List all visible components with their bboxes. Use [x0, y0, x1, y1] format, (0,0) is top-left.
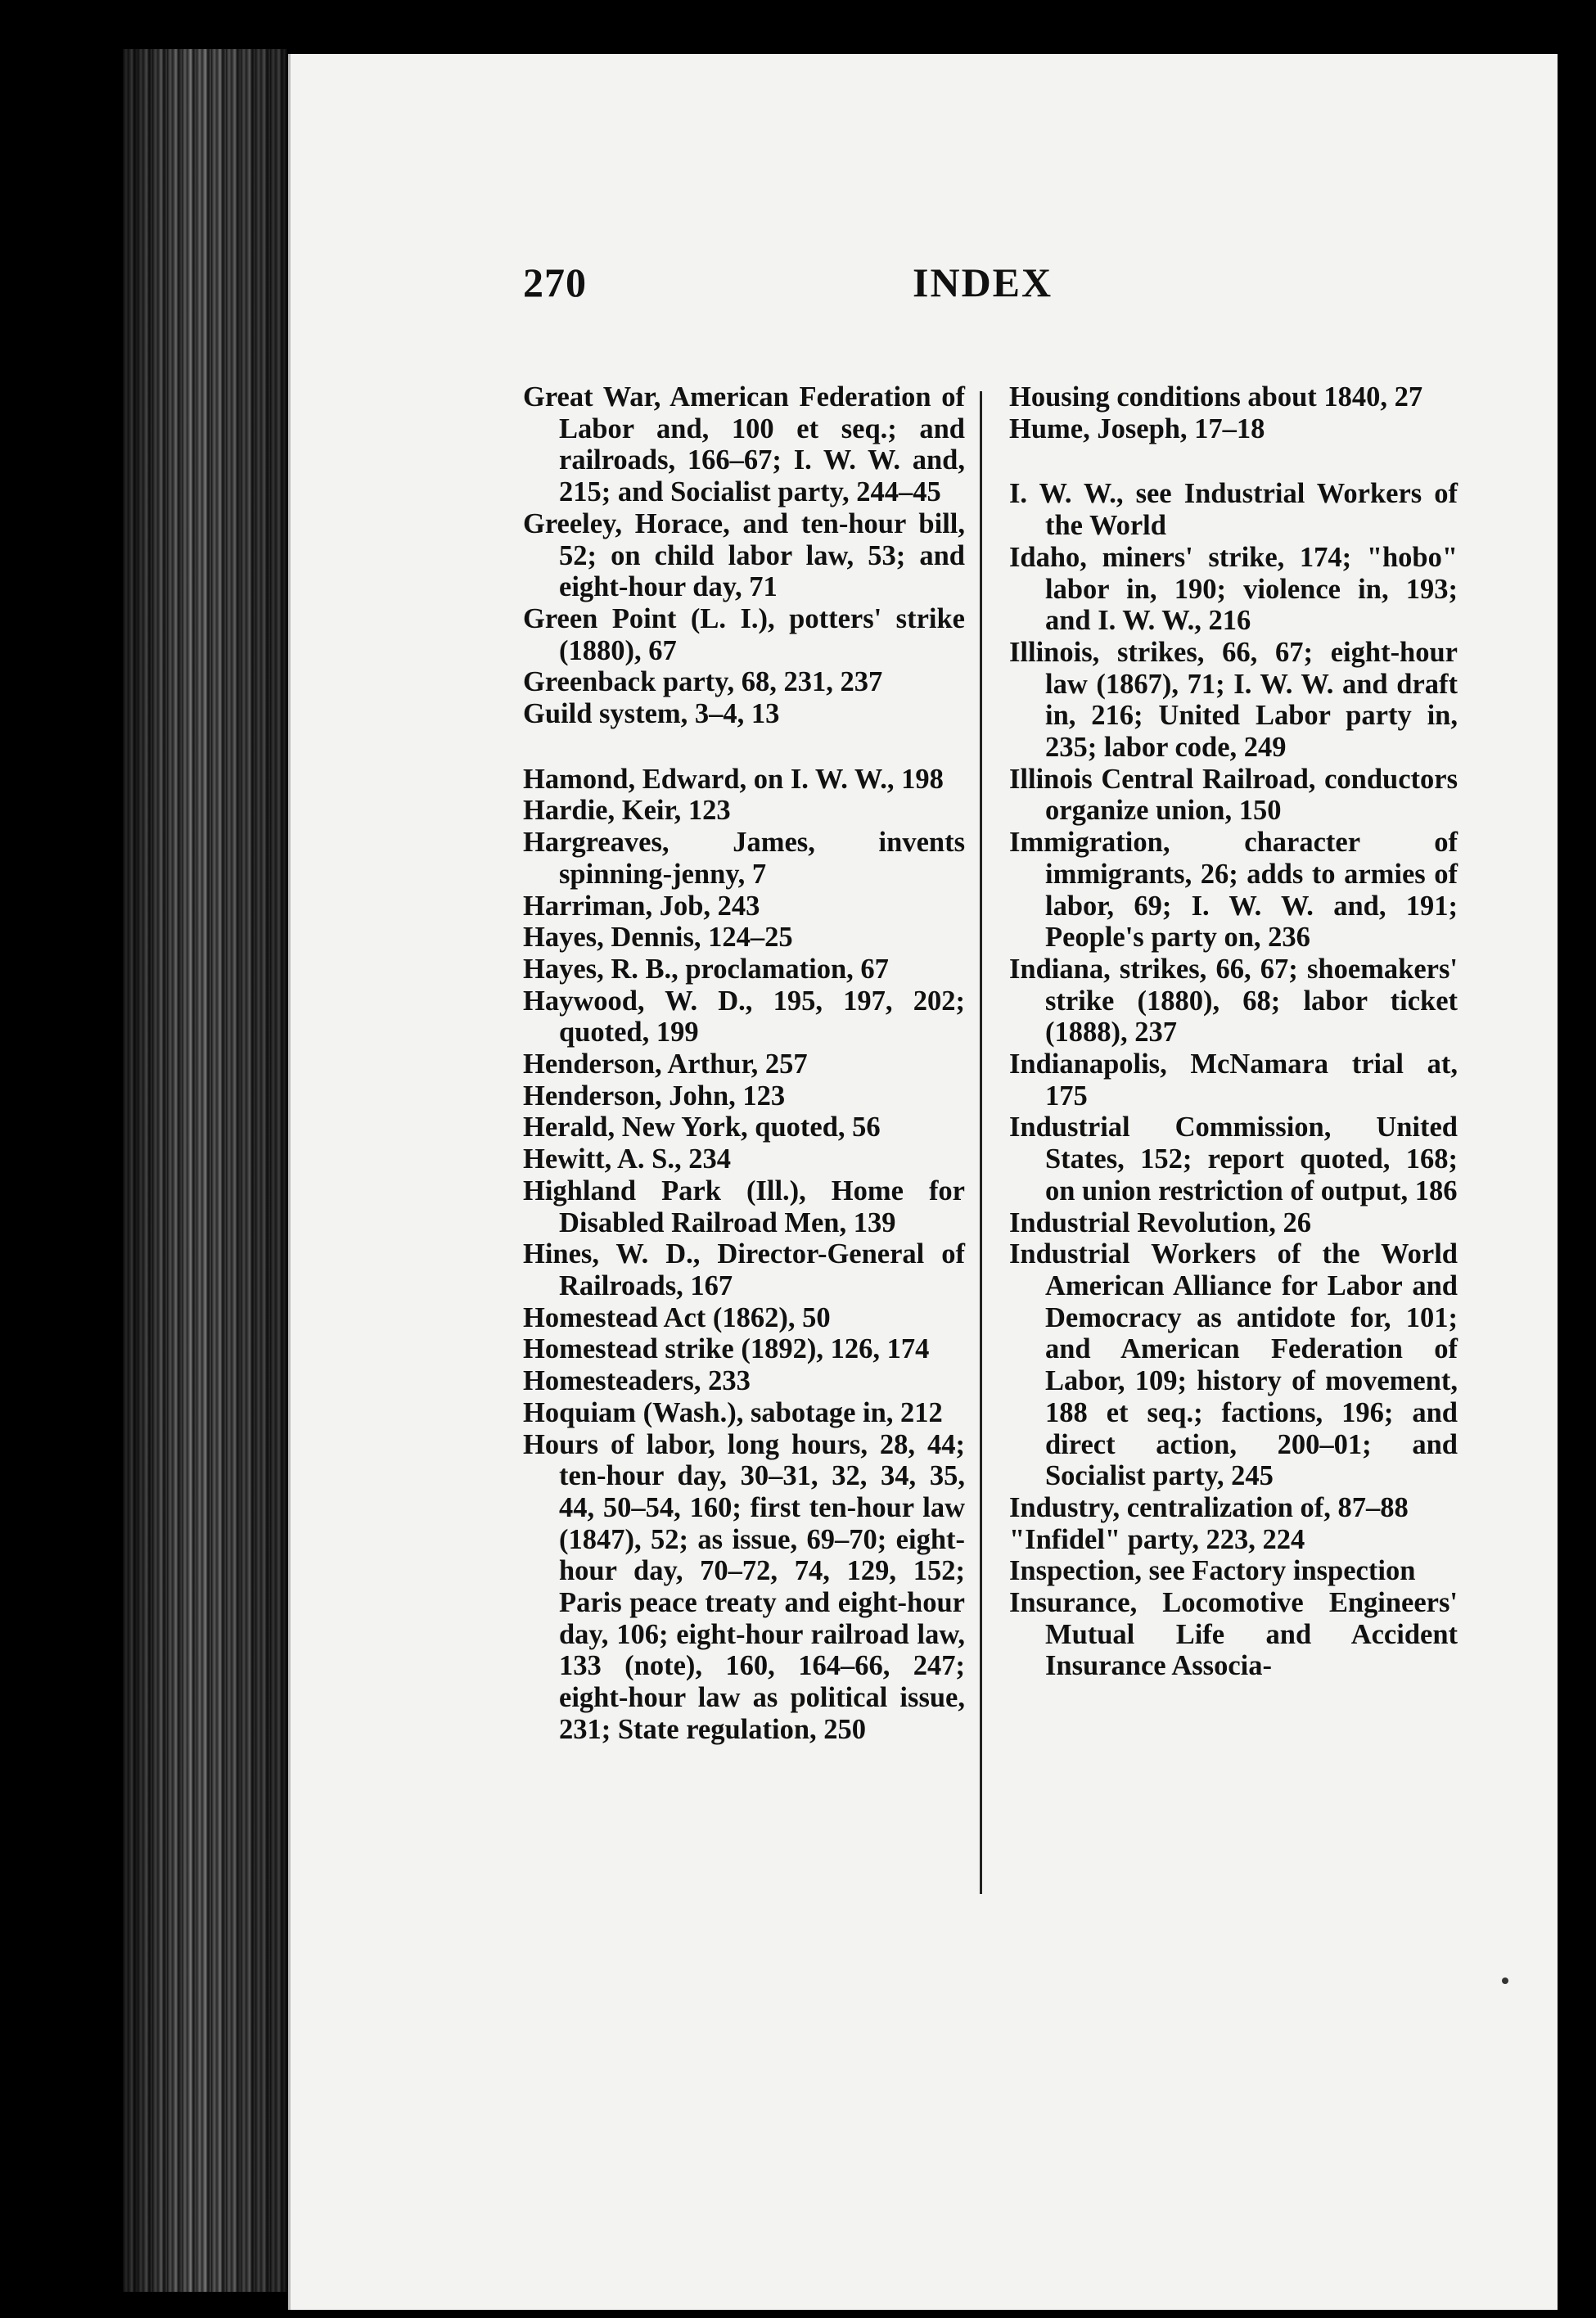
book-page	[288, 54, 1558, 2310]
index-entry: Herald, New York, quoted, 56	[523, 1112, 881, 1143]
index-column-left	[523, 381, 965, 1746]
index-entry: Illinois Central Railroad, conductors organize union, 150	[1009, 763, 1458, 827]
index-column-right	[1009, 381, 1458, 1682]
index-entry: Homestead Act (1862), 50	[523, 1301, 831, 1333]
index-entry: Green Point (L. I.), potters' strike (1880), 67	[523, 602, 965, 666]
index-entry: Idaho, miners' strike, 174; "hobo" labor in, 190; violence in, 193; and I. W. W., 216	[1009, 541, 1458, 637]
book-spine	[123, 49, 286, 2292]
index-entry: Industrial Commission, United States, 152; report quoted, 168; on union restriction of output, 186	[1009, 1112, 1458, 1206]
index-entry: Insurance, Locomotive Engineers' Mutual Life and Accident Insurance Associa-	[1009, 1587, 1458, 1682]
index-entry: Hours of labor, long hours, 28, 44; ten-hour day, 30–31, 32, 34, 35, 44, 50–54, 160; first ten-hour law (1847), 52; as issue, 69–70; eight-hour day, 70–72, 74, 129, 152; Paris peace treaty and eight-hour day, 106; eight-hour railroad law, 133 (note), 160, 164–66, 247; eight-hour law as political issue, 231; State regulation, 250	[523, 1428, 965, 1745]
index-entry: Indianapolis, McNamara trial at, 175	[1009, 1049, 1458, 1112]
running-head: INDEX	[913, 259, 1053, 305]
index-entry: Immigration, character of immigrants, 26; adds to armies of labor, 69; I. W. W. and, 191; People's party on, 236	[1009, 827, 1458, 954]
index-entry: Hines, W. D., Director-General of Railroads, 167	[523, 1238, 965, 1301]
index-entry: Great War, American Federation of Labor and, 100 et seq.; and railroads, 166–67; I. W. W. and, 215; and Socialist party, 244–45	[523, 381, 965, 508]
index-entry: Hoquiam (Wash.), sabotage in, 212	[523, 1396, 943, 1428]
index-entry: Hargreaves, James, invents spinning-jenny, 7	[523, 827, 965, 890]
index-entry: Housing conditions about 1840, 27	[1009, 381, 1423, 413]
index-entry: Hamond, Edward, on I. W. W., 198	[523, 763, 944, 795]
column-rule	[980, 391, 982, 1894]
index-entry: Hewitt, A. S., 234	[523, 1143, 731, 1175]
index-entry: Harriman, Job, 243	[523, 890, 760, 922]
index-entry: Hume, Joseph, 17–18	[1009, 413, 1265, 444]
index-entry: Industry, centralization of, 87–88	[1009, 1491, 1409, 1523]
index-entry: Greeley, Horace, and ten-hour bill, 52; on child labor law, 53; and eight-hour day, 71	[523, 507, 965, 603]
section-gap	[523, 730, 965, 764]
page-number: 270	[523, 259, 587, 305]
section-gap	[1009, 444, 1458, 478]
index-entry: Haywood, W. D., 195, 197, 202; quoted, 199	[523, 985, 965, 1049]
index-entry: Industrial Revolution, 26	[1009, 1206, 1312, 1238]
page-header	[291, 259, 1558, 324]
page-speck	[1502, 1978, 1508, 1984]
index-entry: Hardie, Keir, 123	[523, 795, 731, 827]
index-entry: I. W. W., see Industrial Workers of the World	[1009, 478, 1458, 542]
index-entry: Guild system, 3–4, 13	[523, 698, 780, 730]
index-entry: "Infidel" party, 223, 224	[1009, 1523, 1305, 1555]
index-entry: Hayes, Dennis, 124–25	[523, 922, 793, 954]
index-entry: Henderson, Arthur, 257	[523, 1049, 808, 1080]
index-entry: Indiana, strikes, 66, 67; shoemakers' strike (1880), 68; labor ticket (1888), 237	[1009, 953, 1458, 1049]
index-entry: Inspection, see Factory inspection	[1009, 1555, 1416, 1587]
index-entry: Illinois, strikes, 66, 67; eight-hour law (1867), 71; I. W. W. and draft in, 216; United Labor party in, 235; labor code, 249	[1009, 636, 1458, 764]
index-entry: Highland Park (Ill.), Home for Disabled Railroad Men, 139	[523, 1175, 965, 1238]
index-entry: Industrial Workers of the World American Alliance for Labor and Democracy as antidote for, 101; and American Federation of Labor, 109; history of movement, 188 et seq.; factions, 196; and direct action, 200–01; and Socialist party, 245	[1009, 1238, 1458, 1492]
index-entry: Homesteaders, 233	[523, 1365, 751, 1397]
index-entry: Hayes, R. B., proclamation, 67	[523, 953, 889, 985]
index-entry: Homestead strike (1892), 126, 174	[523, 1333, 930, 1365]
index-entry: Greenback party, 68, 231, 237	[523, 666, 883, 698]
index-entry: Henderson, John, 123	[523, 1080, 786, 1112]
